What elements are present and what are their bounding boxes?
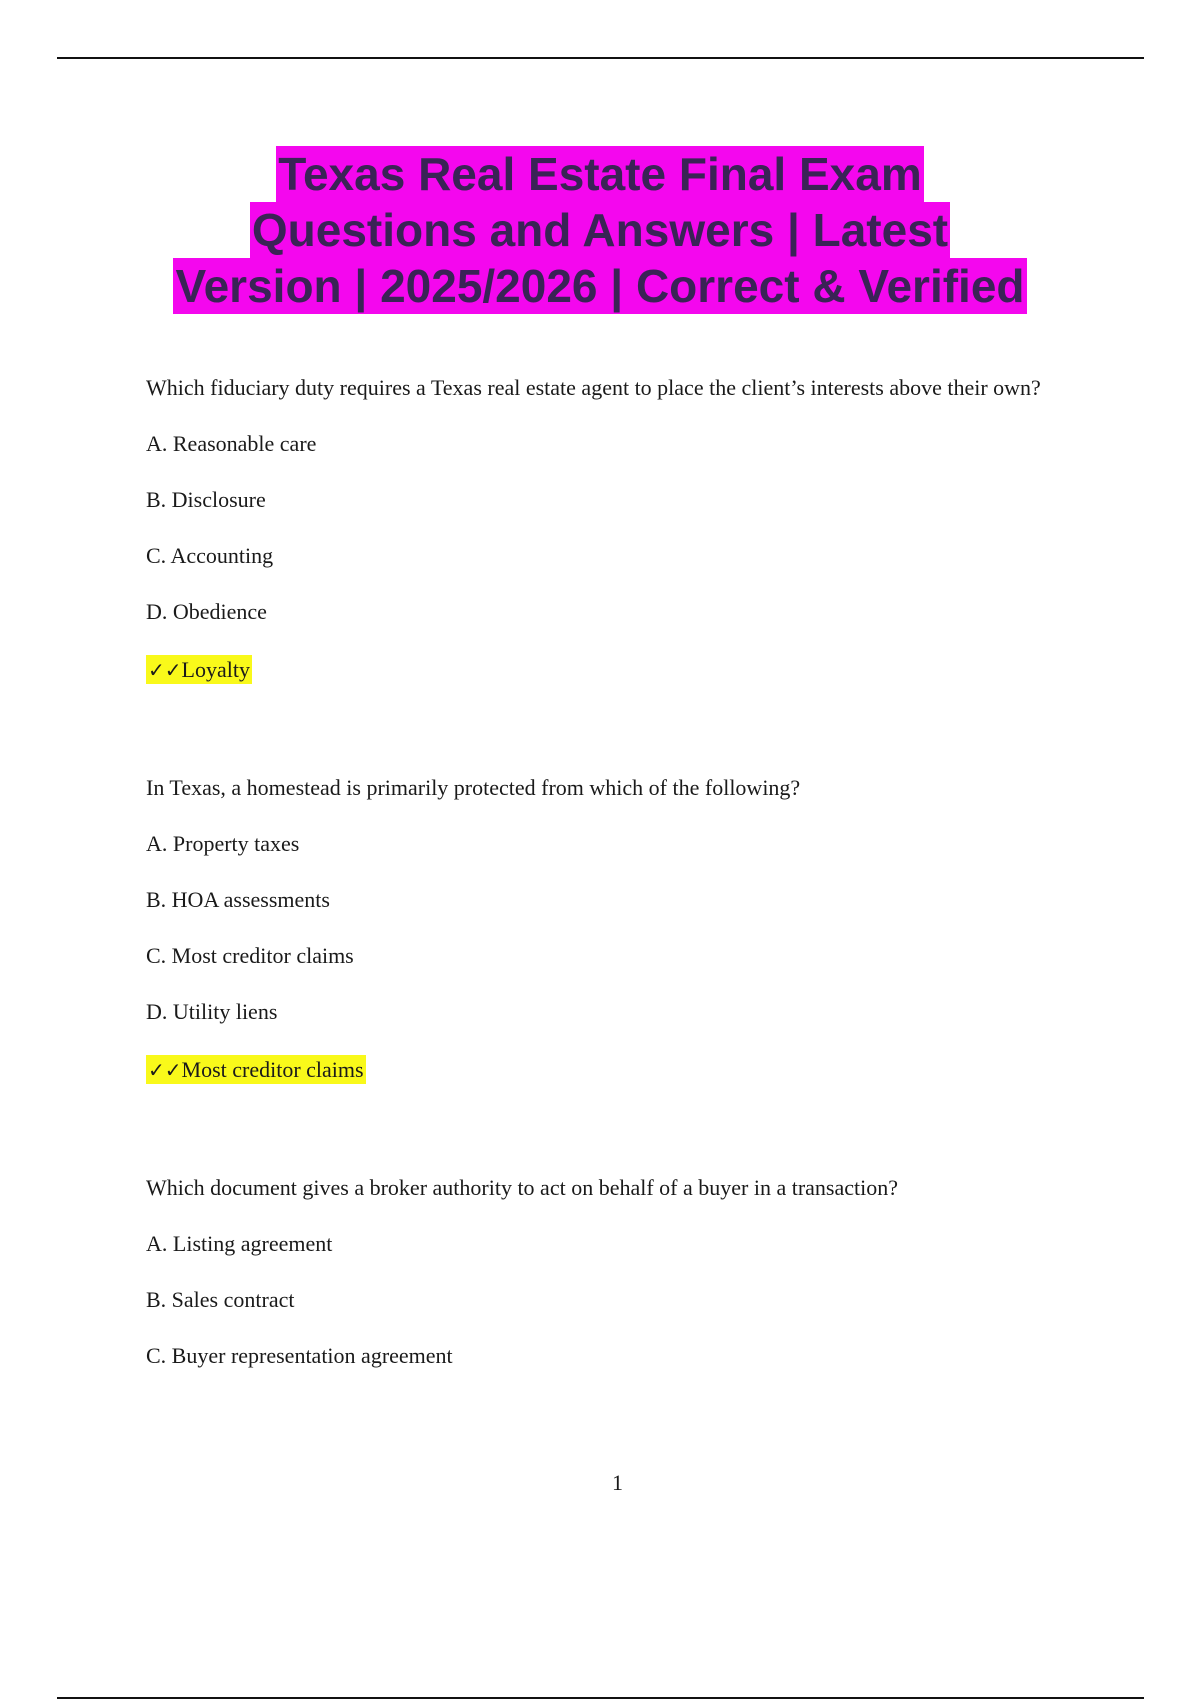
option-d: D. Obedience — [146, 599, 267, 624]
question-block-3 — [146, 1160, 1086, 1384]
question-text: Which document gives a broker authority to act on behalf of a buyer in a transaction? — [146, 1175, 899, 1200]
document-title — [100, 146, 1100, 314]
question-block-1 — [146, 360, 1086, 700]
document-body — [146, 360, 1086, 1384]
highlighted-answer — [146, 1055, 366, 1084]
highlighted-answer — [146, 655, 252, 684]
title-line-2: Questions and Answers | Latest — [251, 204, 949, 256]
top-rule — [57, 57, 1144, 59]
option-b: B. HOA assessments — [146, 887, 330, 912]
option-c: C. Buyer representation agreement — [146, 1343, 453, 1368]
double-check-icon: ✓✓ — [148, 658, 182, 682]
bottom-rule — [57, 1697, 1144, 1699]
option-b: B. Disclosure — [146, 487, 266, 512]
option-d: D. Utility liens — [146, 999, 278, 1024]
title-line-3: Version | 2025/2026 | Correct & Verified — [175, 260, 1025, 312]
option-c: C. Most creditor claims — [146, 943, 354, 968]
option-a: A. Property taxes — [146, 831, 300, 856]
option-c: C. Accounting — [146, 543, 274, 568]
page-number: 1 — [612, 1470, 623, 1495]
answer-row — [146, 640, 1086, 700]
option-a: A. Reasonable care — [146, 431, 317, 456]
answer-text: Most creditor claims — [181, 1057, 364, 1082]
question-block-2 — [146, 760, 1086, 1100]
question-text: Which fiduciary duty requires a Texas real estate agent to place the client’s interests above their own? — [146, 375, 1041, 400]
option-a: A. Listing agreement — [146, 1231, 333, 1256]
answer-row — [146, 1040, 1086, 1100]
question-text: In Texas, a homestead is primarily protected from which of the following? — [146, 775, 801, 800]
title-line-1: Texas Real Estate Final Exam — [278, 148, 922, 200]
double-check-icon: ✓✓ — [148, 1058, 182, 1082]
option-b: B. Sales contract — [146, 1287, 295, 1312]
answer-text: Loyalty — [181, 657, 250, 682]
